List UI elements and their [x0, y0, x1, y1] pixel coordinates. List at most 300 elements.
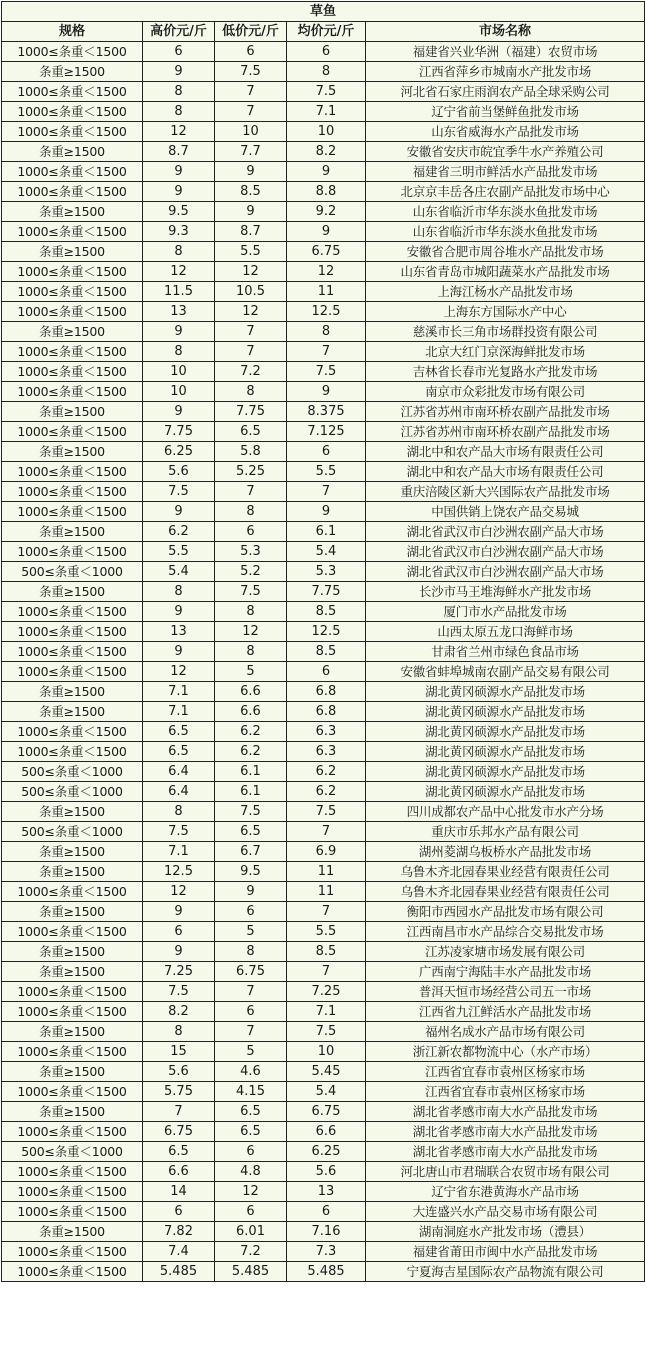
- table-row: [2, 922, 645, 942]
- cell-spec: 1000≤条重＜1500: [2, 602, 143, 622]
- table-row: [2, 642, 645, 662]
- cell-market: 北京京丰岳各庄农副产品批发市场中心: [366, 182, 645, 202]
- cell-spec: 1000≤条重＜1500: [2, 162, 143, 182]
- cell-avg-price: 5.4: [287, 542, 366, 562]
- cell-high-price: 6.4: [143, 782, 215, 802]
- cell-avg-price: 5.4: [287, 1082, 366, 1102]
- cell-spec: 1000≤条重＜1500: [2, 1122, 143, 1142]
- cell-market: 江西省宜春市袁州区杨家市场: [366, 1082, 645, 1102]
- table-row: [2, 502, 645, 522]
- cell-low-price: 8: [215, 602, 287, 622]
- cell-spec: 1000≤条重＜1500: [2, 362, 143, 382]
- cell-high-price: 9: [143, 502, 215, 522]
- table-row: [2, 822, 645, 842]
- cell-low-price: 6.1: [215, 762, 287, 782]
- table-row: [2, 362, 645, 382]
- table-row: [2, 442, 645, 462]
- cell-high-price: 8.7: [143, 142, 215, 162]
- cell-spec: 1000≤条重＜1500: [2, 722, 143, 742]
- cell-low-price: 6: [215, 522, 287, 542]
- cell-market: 江西省宜春市袁州区杨家市场: [366, 1062, 645, 1082]
- cell-avg-price: 8.5: [287, 942, 366, 962]
- cell-market: 山西太原五龙口海鲜市场: [366, 622, 645, 642]
- cell-avg-price: 7.25: [287, 982, 366, 1002]
- cell-low-price: 6.7: [215, 842, 287, 862]
- cell-high-price: 9: [143, 902, 215, 922]
- cell-high-price: 8: [143, 802, 215, 822]
- cell-low-price: 6: [215, 1202, 287, 1222]
- cell-high-price: 7.25: [143, 962, 215, 982]
- cell-market: 江苏省苏州市南环桥农副产品批发市场: [366, 422, 645, 442]
- cell-low-price: 4.8: [215, 1162, 287, 1182]
- cell-avg-price: 6.3: [287, 722, 366, 742]
- cell-high-price: 8: [143, 342, 215, 362]
- table-row: [2, 42, 645, 62]
- cell-high-price: 5.5: [143, 542, 215, 562]
- cell-market: 山东省威海水产品批发市场: [366, 122, 645, 142]
- cell-spec: 1000≤条重＜1500: [2, 342, 143, 362]
- cell-spec: 条重≥1500: [2, 1102, 143, 1122]
- cell-spec: 1000≤条重＜1500: [2, 302, 143, 322]
- cell-high-price: 7.5: [143, 982, 215, 1002]
- cell-high-price: 6.25: [143, 442, 215, 462]
- table-row: [2, 402, 645, 422]
- cell-market: 辽宁省前当堡鲜鱼批发市场: [366, 102, 645, 122]
- cell-avg-price: 6.75: [287, 1102, 366, 1122]
- cell-low-price: 6.01: [215, 1222, 287, 1242]
- cell-market: 江西南昌市水产品综合交易批发市场: [366, 922, 645, 942]
- cell-avg-price: 7: [287, 342, 366, 362]
- cell-spec: 1000≤条重＜1500: [2, 282, 143, 302]
- cell-low-price: 7.2: [215, 362, 287, 382]
- cell-low-price: 5: [215, 662, 287, 682]
- header-high-price: 高价元/斤: [143, 22, 215, 42]
- cell-spec: 1000≤条重＜1500: [2, 1042, 143, 1062]
- cell-high-price: 6.5: [143, 722, 215, 742]
- cell-spec: 1000≤条重＜1500: [2, 122, 143, 142]
- table-row: [2, 762, 645, 782]
- cell-low-price: 12: [215, 622, 287, 642]
- cell-avg-price: 7.16: [287, 1222, 366, 1242]
- cell-market: 普洱天恒市场经营公司五一市场: [366, 982, 645, 1002]
- cell-market: 大连盛兴水产品交易市场有限公司: [366, 1202, 645, 1222]
- cell-low-price: 4.6: [215, 1062, 287, 1082]
- cell-market: 河北省石家庄雨润农产品全球采购公司: [366, 82, 645, 102]
- header-spec: 规格: [2, 22, 143, 42]
- cell-spec: 条重≥1500: [2, 862, 143, 882]
- cell-high-price: 6.6: [143, 1162, 215, 1182]
- cell-avg-price: 7: [287, 822, 366, 842]
- cell-avg-price: 11: [287, 882, 366, 902]
- table-row: [2, 1082, 645, 1102]
- cell-market: 厦门市水产品批发市场: [366, 602, 645, 622]
- cell-low-price: 12: [215, 302, 287, 322]
- cell-avg-price: 7.5: [287, 362, 366, 382]
- cell-spec: 1000≤条重＜1500: [2, 1162, 143, 1182]
- cell-avg-price: 6: [287, 42, 366, 62]
- cell-avg-price: 9: [287, 382, 366, 402]
- table-row: [2, 102, 645, 122]
- table-row: [2, 162, 645, 182]
- table-row: [2, 1222, 645, 1242]
- cell-high-price: 8: [143, 102, 215, 122]
- cell-spec: 条重≥1500: [2, 322, 143, 342]
- cell-high-price: 7.5: [143, 822, 215, 842]
- cell-spec: 1000≤条重＜1500: [2, 1182, 143, 1202]
- cell-market: 上海江杨水产品批发市场: [366, 282, 645, 302]
- cell-market: 湖北黄冈硕源水产品批发市场: [366, 782, 645, 802]
- cell-low-price: 6: [215, 1142, 287, 1162]
- cell-market: 安徽省蚌埠城南农副产品交易有限公司: [366, 662, 645, 682]
- table-row: [2, 342, 645, 362]
- table-row: [2, 142, 645, 162]
- cell-high-price: 7.4: [143, 1242, 215, 1262]
- cell-market: 湖北中和农产品大市场有限责任公司: [366, 462, 645, 482]
- cell-spec: 条重≥1500: [2, 842, 143, 862]
- cell-avg-price: 6.9: [287, 842, 366, 862]
- table-row: [2, 242, 645, 262]
- cell-avg-price: 11: [287, 862, 366, 882]
- cell-spec: 1000≤条重＜1500: [2, 1202, 143, 1222]
- cell-market: 湖北黄冈硕源水产品批发市场: [366, 742, 645, 762]
- cell-avg-price: 8: [287, 322, 366, 342]
- cell-market: 上海东方国际水产中心: [366, 302, 645, 322]
- cell-avg-price: 6.2: [287, 762, 366, 782]
- cell-spec: 1000≤条重＜1500: [2, 222, 143, 242]
- cell-spec: 1000≤条重＜1500: [2, 662, 143, 682]
- table-row: [2, 722, 645, 742]
- cell-low-price: 6.6: [215, 682, 287, 702]
- cell-market: 慈溪市长三角市场群投资有限公司: [366, 322, 645, 342]
- cell-high-price: 13: [143, 302, 215, 322]
- cell-avg-price: 7.5: [287, 802, 366, 822]
- cell-spec: 条重≥1500: [2, 582, 143, 602]
- cell-market: 长沙市马王堆海鲜水产批发市场: [366, 582, 645, 602]
- table-title: 草鱼: [2, 2, 645, 22]
- cell-market: 广西南宁海陆丰水产品批发市场: [366, 962, 645, 982]
- cell-high-price: 6: [143, 922, 215, 942]
- cell-low-price: 6.2: [215, 722, 287, 742]
- header-market: 市场名称: [366, 22, 645, 42]
- cell-high-price: 13: [143, 622, 215, 642]
- table-row: [2, 842, 645, 862]
- table-row: [2, 1242, 645, 1262]
- table-row: [2, 222, 645, 242]
- header-low-price: 低价元/斤: [215, 22, 287, 42]
- cell-spec: 条重≥1500: [2, 142, 143, 162]
- cell-high-price: 5.6: [143, 1062, 215, 1082]
- cell-low-price: 5.485: [215, 1262, 287, 1282]
- table-row: [2, 1122, 645, 1142]
- cell-market: 湖北黄冈硕源水产品批发市场: [366, 702, 645, 722]
- table-row: [2, 902, 645, 922]
- cell-low-price: 7.2: [215, 1242, 287, 1262]
- cell-high-price: 12: [143, 662, 215, 682]
- cell-avg-price: 8.5: [287, 602, 366, 622]
- cell-low-price: 6.2: [215, 742, 287, 762]
- cell-low-price: 7.5: [215, 582, 287, 602]
- cell-low-price: 6.5: [215, 1122, 287, 1142]
- cell-high-price: 5.485: [143, 1262, 215, 1282]
- table-row: [2, 202, 645, 222]
- cell-market: 湖北黄冈硕源水产品批发市场: [366, 762, 645, 782]
- table-row: [2, 62, 645, 82]
- cell-spec: 1000≤条重＜1500: [2, 982, 143, 1002]
- cell-market: 湖北省孝感市南大水产品批发市场: [366, 1142, 645, 1162]
- cell-high-price: 9: [143, 182, 215, 202]
- cell-low-price: 8: [215, 502, 287, 522]
- cell-market: 甘肃省兰州市绿色食品市场: [366, 642, 645, 662]
- table-row: [2, 1182, 645, 1202]
- cell-low-price: 5.25: [215, 462, 287, 482]
- cell-low-price: 6.5: [215, 1102, 287, 1122]
- cell-spec: 条重≥1500: [2, 682, 143, 702]
- table-row: [2, 1042, 645, 1062]
- cell-market: 乌鲁木齐北园春果业经营有限责任公司: [366, 882, 645, 902]
- cell-avg-price: 8.375: [287, 402, 366, 422]
- cell-avg-price: 7.1: [287, 102, 366, 122]
- cell-market: 福建省兴业华洲（福建）农贸市场: [366, 42, 645, 62]
- cell-high-price: 8: [143, 582, 215, 602]
- cell-low-price: 4.15: [215, 1082, 287, 1102]
- cell-market: 福建省三明市鲜活水产品批发市场: [366, 162, 645, 182]
- cell-spec: 条重≥1500: [2, 242, 143, 262]
- cell-low-price: 7: [215, 322, 287, 342]
- cell-market: 北京大红门京深海鲜批发市场: [366, 342, 645, 362]
- cell-spec: 条重≥1500: [2, 1062, 143, 1082]
- cell-low-price: 6.1: [215, 782, 287, 802]
- cell-market: 重庆市乐邦水产品有限公司: [366, 822, 645, 842]
- cell-avg-price: 7.75: [287, 582, 366, 602]
- cell-high-price: 9.3: [143, 222, 215, 242]
- cell-low-price: 7.75: [215, 402, 287, 422]
- cell-low-price: 7.7: [215, 142, 287, 162]
- cell-market: 安徽省安庆市皖宜季牛水产养殖公司: [366, 142, 645, 162]
- cell-spec: 1000≤条重＜1500: [2, 882, 143, 902]
- cell-spec: 条重≥1500: [2, 962, 143, 982]
- cell-high-price: 15: [143, 1042, 215, 1062]
- cell-market: 福建省莆田市闽中水产品批发市场: [366, 1242, 645, 1262]
- cell-low-price: 6: [215, 902, 287, 922]
- cell-spec: 条重≥1500: [2, 442, 143, 462]
- cell-avg-price: 6: [287, 662, 366, 682]
- cell-spec: 1000≤条重＜1500: [2, 742, 143, 762]
- cell-low-price: 10.5: [215, 282, 287, 302]
- table-row: [2, 982, 645, 1002]
- cell-spec: 1000≤条重＜1500: [2, 1242, 143, 1262]
- table-row: [2, 862, 645, 882]
- cell-avg-price: 5.6: [287, 1162, 366, 1182]
- cell-market: 湖北省武汉市白沙洲农副产品大市场: [366, 522, 645, 542]
- cell-avg-price: 8: [287, 62, 366, 82]
- cell-low-price: 6.5: [215, 422, 287, 442]
- table-row: [2, 562, 645, 582]
- cell-avg-price: 7.5: [287, 82, 366, 102]
- price-table: [1, 1, 645, 1282]
- table-row: [2, 622, 645, 642]
- cell-high-price: 6: [143, 42, 215, 62]
- table-row: [2, 482, 645, 502]
- table-row: [2, 82, 645, 102]
- title-row: [2, 2, 645, 22]
- cell-avg-price: 5.5: [287, 462, 366, 482]
- cell-market: 湖北省孝感市南大水产品批发市场: [366, 1122, 645, 1142]
- table-row: [2, 802, 645, 822]
- cell-avg-price: 5.3: [287, 562, 366, 582]
- cell-low-price: 7: [215, 82, 287, 102]
- cell-high-price: 11.5: [143, 282, 215, 302]
- table-row: [2, 422, 645, 442]
- cell-spec: 500≤条重＜1000: [2, 562, 143, 582]
- cell-spec: 1000≤条重＜1500: [2, 482, 143, 502]
- cell-spec: 1000≤条重＜1500: [2, 642, 143, 662]
- cell-avg-price: 7: [287, 962, 366, 982]
- header-row: [2, 22, 645, 42]
- cell-high-price: 8.2: [143, 1002, 215, 1022]
- cell-market: 河北唐山市君瑞联合农贸市场有限公司: [366, 1162, 645, 1182]
- cell-high-price: 5.75: [143, 1082, 215, 1102]
- cell-market: 湖北黄冈硕源水产品批发市场: [366, 682, 645, 702]
- cell-high-price: 12: [143, 122, 215, 142]
- table-row: [2, 702, 645, 722]
- cell-spec: 1000≤条重＜1500: [2, 462, 143, 482]
- cell-low-price: 12: [215, 1182, 287, 1202]
- cell-avg-price: 7: [287, 482, 366, 502]
- cell-high-price: 6.5: [143, 1142, 215, 1162]
- table-row: [2, 542, 645, 562]
- cell-low-price: 7: [215, 482, 287, 502]
- cell-high-price: 9: [143, 62, 215, 82]
- cell-high-price: 7: [143, 1102, 215, 1122]
- table-row: [2, 122, 645, 142]
- table-row: [2, 742, 645, 762]
- table-row: [2, 1202, 645, 1222]
- cell-market: 辽宁省东港黄海水产品市场: [366, 1182, 645, 1202]
- cell-avg-price: 6.25: [287, 1142, 366, 1162]
- cell-high-price: 8: [143, 1022, 215, 1042]
- cell-avg-price: 5.5: [287, 922, 366, 942]
- cell-market: 江苏省苏州市南环桥农副产品批发市场: [366, 402, 645, 422]
- cell-spec: 条重≥1500: [2, 802, 143, 822]
- table-row: [2, 582, 645, 602]
- cell-avg-price: 6: [287, 442, 366, 462]
- cell-high-price: 7.1: [143, 842, 215, 862]
- cell-avg-price: 5.485: [287, 1262, 366, 1282]
- cell-spec: 条重≥1500: [2, 942, 143, 962]
- cell-spec: 1000≤条重＜1500: [2, 82, 143, 102]
- cell-market: 湖州菱湖乌板桥水产品批发市场: [366, 842, 645, 862]
- cell-avg-price: 7: [287, 902, 366, 922]
- cell-avg-price: 12.5: [287, 302, 366, 322]
- cell-market: 乌鲁木齐北园春果业经营有限责任公司: [366, 862, 645, 882]
- table-row: [2, 1102, 645, 1122]
- cell-avg-price: 7.5: [287, 1022, 366, 1042]
- cell-spec: 500≤条重＜1000: [2, 822, 143, 842]
- table-row: [2, 1262, 645, 1282]
- cell-spec: 条重≥1500: [2, 1022, 143, 1042]
- cell-low-price: 7: [215, 342, 287, 362]
- cell-spec: 1000≤条重＜1500: [2, 1002, 143, 1022]
- cell-spec: 1000≤条重＜1500: [2, 542, 143, 562]
- cell-market: 山东省青岛市城阳蔬菜水产品批发市场: [366, 262, 645, 282]
- cell-low-price: 7: [215, 982, 287, 1002]
- cell-spec: 1000≤条重＜1500: [2, 922, 143, 942]
- table-row: [2, 1062, 645, 1082]
- cell-market: 江西省萍乡市城南水产批发市场: [366, 62, 645, 82]
- cell-high-price: 12.5: [143, 862, 215, 882]
- cell-spec: 条重≥1500: [2, 902, 143, 922]
- cell-spec: 1000≤条重＜1500: [2, 42, 143, 62]
- cell-avg-price: 6.8: [287, 682, 366, 702]
- cell-low-price: 5.8: [215, 442, 287, 462]
- cell-high-price: 9: [143, 402, 215, 422]
- cell-spec: 1000≤条重＜1500: [2, 622, 143, 642]
- cell-avg-price: 5.45: [287, 1062, 366, 1082]
- table-body: [2, 42, 645, 1282]
- cell-market: 南京市众彩批发市场有限公司: [366, 382, 645, 402]
- cell-high-price: 5.6: [143, 462, 215, 482]
- cell-spec: 500≤条重＜1000: [2, 1142, 143, 1162]
- cell-high-price: 9: [143, 642, 215, 662]
- cell-spec: 1000≤条重＜1500: [2, 1262, 143, 1282]
- cell-low-price: 7: [215, 1022, 287, 1042]
- cell-high-price: 10: [143, 362, 215, 382]
- cell-low-price: 8: [215, 382, 287, 402]
- cell-high-price: 6.75: [143, 1122, 215, 1142]
- cell-low-price: 5: [215, 922, 287, 942]
- cell-spec: 条重≥1500: [2, 62, 143, 82]
- table-row: [2, 522, 645, 542]
- cell-spec: 500≤条重＜1000: [2, 782, 143, 802]
- cell-market: 中国供销上饶农产品交易城: [366, 502, 645, 522]
- cell-spec: 1000≤条重＜1500: [2, 102, 143, 122]
- cell-low-price: 6: [215, 1002, 287, 1022]
- cell-low-price: 6.6: [215, 702, 287, 722]
- cell-high-price: 7.82: [143, 1222, 215, 1242]
- table-row: [2, 602, 645, 622]
- table-row: [2, 302, 645, 322]
- cell-avg-price: 12.5: [287, 622, 366, 642]
- cell-low-price: 7.5: [215, 62, 287, 82]
- cell-spec: 1000≤条重＜1500: [2, 1082, 143, 1102]
- cell-avg-price: 8.5: [287, 642, 366, 662]
- cell-high-price: 14: [143, 1182, 215, 1202]
- cell-spec: 1000≤条重＜1500: [2, 422, 143, 442]
- cell-avg-price: 6.1: [287, 522, 366, 542]
- cell-avg-price: 6.6: [287, 1122, 366, 1142]
- cell-avg-price: 9: [287, 502, 366, 522]
- cell-spec: 1000≤条重＜1500: [2, 502, 143, 522]
- cell-avg-price: 6.8: [287, 702, 366, 722]
- header-avg-price: 均价元/斤: [287, 22, 366, 42]
- cell-high-price: 9: [143, 162, 215, 182]
- cell-low-price: 8: [215, 642, 287, 662]
- cell-spec: 条重≥1500: [2, 402, 143, 422]
- cell-high-price: 12: [143, 262, 215, 282]
- cell-market: 福州名成水产品市场有限公司: [366, 1022, 645, 1042]
- cell-spec: 条重≥1500: [2, 522, 143, 542]
- cell-low-price: 12: [215, 262, 287, 282]
- cell-low-price: 9: [215, 162, 287, 182]
- cell-avg-price: 9: [287, 222, 366, 242]
- table-row: [2, 782, 645, 802]
- cell-market: 湖北黄冈硕源水产品批发市场: [366, 722, 645, 742]
- cell-avg-price: 10: [287, 1042, 366, 1062]
- cell-low-price: 7: [215, 102, 287, 122]
- cell-market: 湖北省武汉市白沙洲农副产品大市场: [366, 542, 645, 562]
- cell-low-price: 5.2: [215, 562, 287, 582]
- cell-avg-price: 6: [287, 1202, 366, 1222]
